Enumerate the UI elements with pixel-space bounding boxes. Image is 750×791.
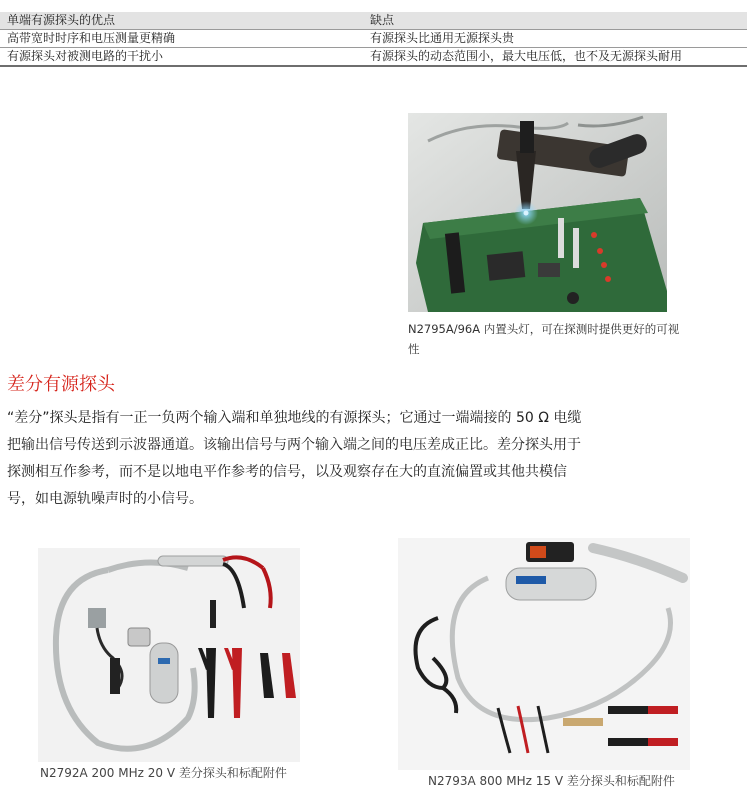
table-row [0,48,747,67]
table-header-row [0,12,747,30]
probe-photo-caption: N2795A/96A 内置头灯，可在探测时提供更好的可视性 [408,322,680,356]
section-heading: 差分有源探头 [7,374,115,395]
n2793a-probe-photo [398,538,690,770]
table-cell-disadvantage: 有源探头比通用无源探头贵 [363,30,747,48]
n2792a-caption: N2792A 200 MHz 20 V 差分探头和标配附件 [40,766,287,780]
comparison-table [0,12,747,67]
probe-headlight-photo [408,113,667,312]
table-cell-advantage: 高带宽时时序和电压测量更精确 [0,30,363,48]
table-header-advantages: 单端有源探头的优点 [0,12,363,30]
table-cell-disadvantage: 有源探头的动态范围小，最大电压低，也不及无源探头耐用 [363,48,747,67]
n2793a-caption: N2793A 800 MHz 15 V 差分探头和标配附件 [428,774,675,788]
table-header-disadvantages: 缺点 [363,12,747,30]
section-body-paragraph: “差分”探头是指有一正一负两个输入端和单独地线的有源探头；它通过一端端接的 50 Ω 电缆把输出信号传送到示波器通道。该输出信号与两个输入端之间的电压差成正比。差分探头用于探测相互作参考，而不是以地电平作参考的信号，以及观察存在大的直流偏置或其他共模信号，如电源轨噪声时的小信号。 [7,410,582,507]
table-row [0,30,747,48]
n2792a-probe-photo [38,548,300,762]
table-cell-advantage: 有源探头对被测电路的干扰小 [0,48,363,67]
